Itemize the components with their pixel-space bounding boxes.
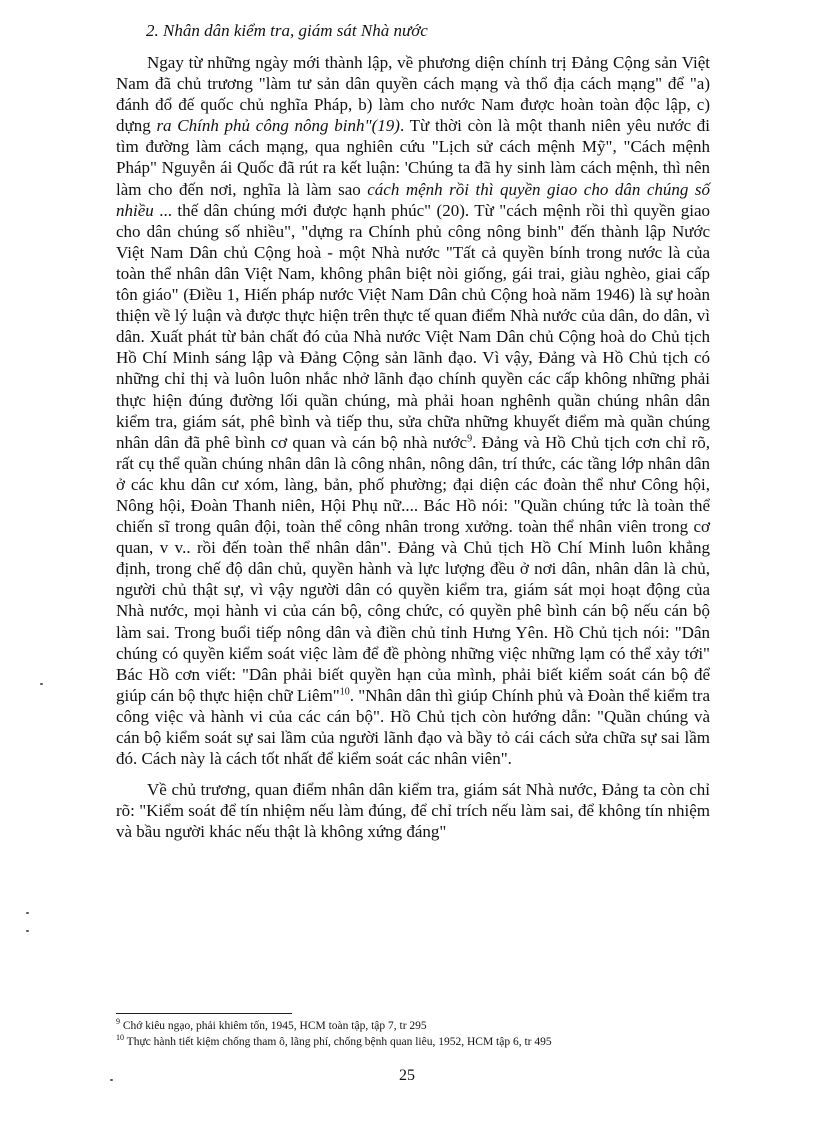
scan-speck: [26, 930, 29, 932]
footnote-item: [116, 1034, 736, 1050]
paragraph-1: [116, 52, 710, 769]
scan-speck: [26, 912, 29, 914]
paragraph-1-text-c: ... thế dân chúng mới được hạnh phúc" (20). Từ "cách mệnh rồi thì quyền giao cho dân chúng số nhiều", "dựng ra Chính phủ công nông binh" đến thành lập Nước Việt Nam Dân chủ Cộng hoà - một Nhà nước "Tất cả quyền bính trong nước là của toàn thể nhân dân Việt Nam, không phân biệt nòi giống, gái trai, giàu nghèo, giai cấp tôn giáo" (Điều 1, Hiến pháp nước Việt Nam Dân chủ Cộng hoà năm 1946) là sự hoàn thiện về lý luận và được thực hiện trên thực tế quan điểm Nhà nước của dân, do dân, vì dân. Xuất phát từ bản chất đó của Nhà nước Việt Nam Dân chủ Cộng hoà do Chủ tịch Hồ Chí Minh sáng lập và Đảng Cộng sản lãnh đạo. Vì vậy, Đảng và Hồ Chủ tịch có những chỉ thị và luôn luôn nhắc nhở lãnh đạo chính quyền các cấp không những phải thực hiện đúng đường lối quần chúng, mà phải hoan nghênh quần chúng nhân dân kiểm tra, giám sát, phê bình và tiếp thu, sửa chữa những khuyết điểm mà quần chúng nhân dân đã phê bình cơ quan và cán bộ nhà nước: [116, 200, 710, 452]
scan-speck: [40, 683, 43, 685]
footnote-item: [116, 1018, 736, 1034]
paragraph-1-text-b: . Từ thời còn là một thanh niên yêu nước đi tìm đường làm cách mạng, qua nghiên cứu "Lịch sử cách mệnh Mỹ", "Cách mệnh Pháp" Nguyễn ái Quốc đã rút ra kết luận: 'Chúng ta đã hy sinh làm cách mệnh, thì nên làm cho đến nơi, nghĩa là làm sao: [116, 116, 710, 199]
italic-quote-2: cách mệnh rồi thì quyền giao cho dân chúng số nhiều: [116, 179, 710, 220]
body-text: [116, 52, 710, 842]
footnote-mark: 9: [116, 1017, 120, 1027]
paragraph-1-text-d: . Đảng và Hồ Chủ tịch cơn chỉ rõ, rất cụ thể quần chúng nhân dân là công nhân, nông dân, trí thức, các tầng lớp nhân dân ở các khu dân cư xóm, làng, bản, phố phường; đại diện các đoàn thể như Công hội, Nông hội, Đoàn Thanh niên, Hội Phụ nữ.... Bác Hồ nói: "Quần chúng tức là toàn thể chiến sĩ trong quân đội, toàn thể công nhân trong xưởng. toàn thể nhân viên trong cơ quan, v v.. rồi đến toàn thể nhân dân". Đảng và Chủ tịch Hồ Chí Minh luôn khẳng định, trong chế độ dân chủ, quyền hành và lực lượng đều ở nơi dân, nhân dân là chủ, người chủ thật sự, vì vậy người dân có quyền kiểm tra, giám sát mọi hoạt động của Nhà nước, mọi hành vi của cán bộ, công chức, có quyền phê bình cán bộ nếu cán bộ làm sai. Trong buổi tiếp nông dân và điền chủ tỉnh Hưng Yên. Hồ Chủ tịch nói: "Dân chúng có quyền kiểm soát việc làm để đề phòng những việc những lạm có thể xảy tới" Bác Hồ cơn viết: "Dân phải biết quyền hạn của mình, phải biết kiểm soát cán bộ để giúp cán bộ thực hiện chữ Liêm": [116, 432, 710, 705]
page-number: 25: [399, 1067, 415, 1084]
footnotes: [116, 1018, 736, 1050]
footnote-ref-9: 9: [467, 433, 473, 445]
footnote-mark: 10: [116, 1033, 124, 1043]
paragraph-2: Về chủ trương, quan điểm nhân dân kiểm tra, giám sát Nhà nước, Đảng ta còn chỉ rõ: "Kiểm soát để tín nhiệm nếu làm đúng, để chỉ trích nếu làm sai, để không tín nhiệm và bầu người khác nếu thật là không xứng đáng": [116, 780, 710, 842]
footnote-text: Chớ kiêu ngạo, phải khiêm tốn, 1945, HCM toàn tập, tập 7, tr 295: [122, 1020, 427, 1032]
italic-quote-1: ra Chính phủ công nông binh"(19): [156, 116, 400, 136]
footnote-ref-10: 10: [339, 686, 350, 698]
paragraph-1-text-e: . "Nhân dân thì giúp Chính phủ và Đoàn thể kiểm tra công việc và hành vi của các cán bộ". Hồ Chủ tịch còn hướng dẫn: "Quần chúng và cán bộ kiểm soát sự sai lầm của người lãnh đạo và bầy tỏ cái cách sửa chữa sự sai lầm đó. Cách này là cách tốt nhất để kiểm soát các nhân viên".: [116, 685, 710, 769]
scan-speck: [110, 1079, 113, 1081]
footnote-text: Thực hành tiết kiệm chống tham ô, lãng phí, chống bệnh quan liêu, 1952, HCM tập 6, tr 495: [126, 1036, 552, 1048]
footnote-divider: [116, 1013, 292, 1014]
paragraph-1-text-a: Ngay từ những ngày mới thành lập, về phương diện chính trị Đảng Cộng sản Việt Nam đã chủ trương "làm tư sản dân quyền cách mạng và thổ địa cách mạng" để "a) đánh đổ đế quốc chủ nghĩa Pháp, b) làm cho nước Nam được hoàn toàn độc lập, c) dựng: [116, 53, 710, 136]
section-heading: 2. Nhân dân kiểm tra, giám sát Nhà nước: [146, 21, 428, 40]
